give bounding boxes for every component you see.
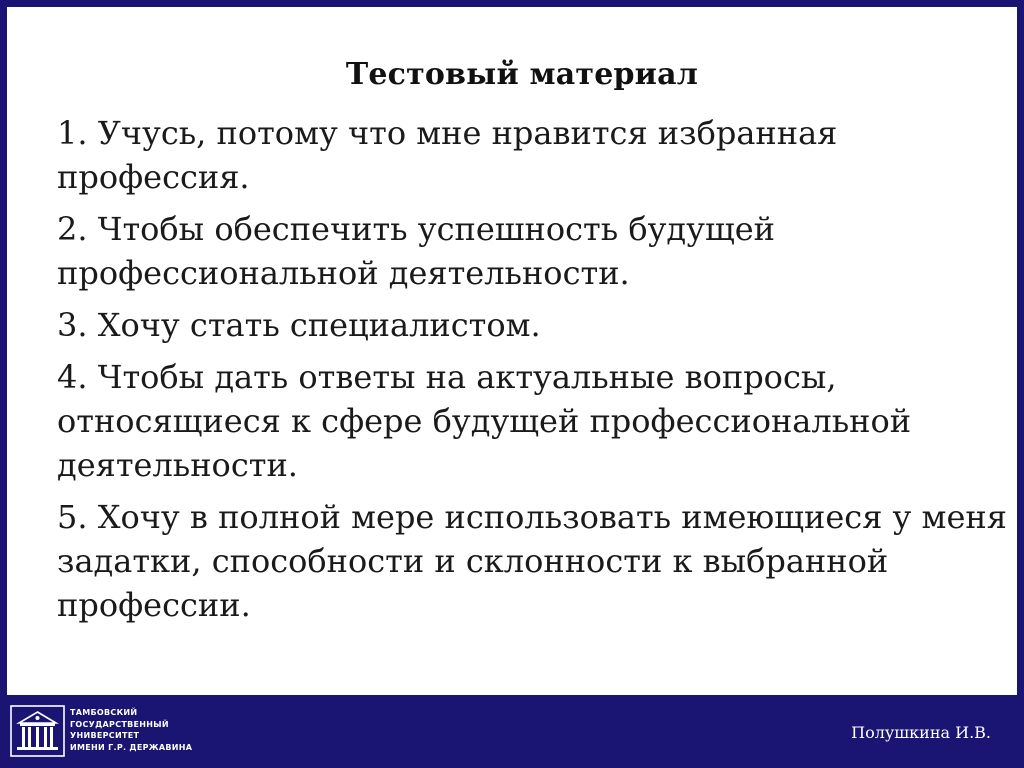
content-panel	[7, 7, 1017, 695]
university-name-line: ТАМБОВСКИЙ	[70, 708, 138, 717]
slide-title: Тестовый материал	[345, 57, 699, 92]
test-item-5: 5. Хочу в полной мере использовать имеющиеся у меня задатки, способности и склонности к выбранной профессии.	[57, 498, 1007, 624]
university-building-icon	[10, 705, 65, 757]
university-name-line: ИМЕНИ Г.Р. ДЕРЖАВИНА	[70, 742, 193, 752]
footer-bar	[0, 695, 1024, 768]
university-name	[70, 707, 192, 753]
test-item-4: 4. Чтобы дать ответы на актуальные вопросы, относящиеся к сфере будущей профессиональной деятельности.	[57, 358, 912, 484]
test-item-1: 1. Учусь, потому что мне нравится избранная профессия.	[57, 114, 838, 196]
author-name: Полушкина И.В.	[851, 723, 991, 742]
test-items-list	[57, 111, 1007, 635]
test-item-3: 3. Хочу стать специалистом.	[57, 306, 541, 344]
university-name-line: УНИВЕРСИТЕТ	[70, 731, 140, 740]
test-item-2: 2. Чтобы обеспечить успешность будущей профессиональной деятельности.	[57, 210, 775, 292]
university-name-line: ГОСУДАРСТВЕННЫЙ	[70, 719, 169, 729]
